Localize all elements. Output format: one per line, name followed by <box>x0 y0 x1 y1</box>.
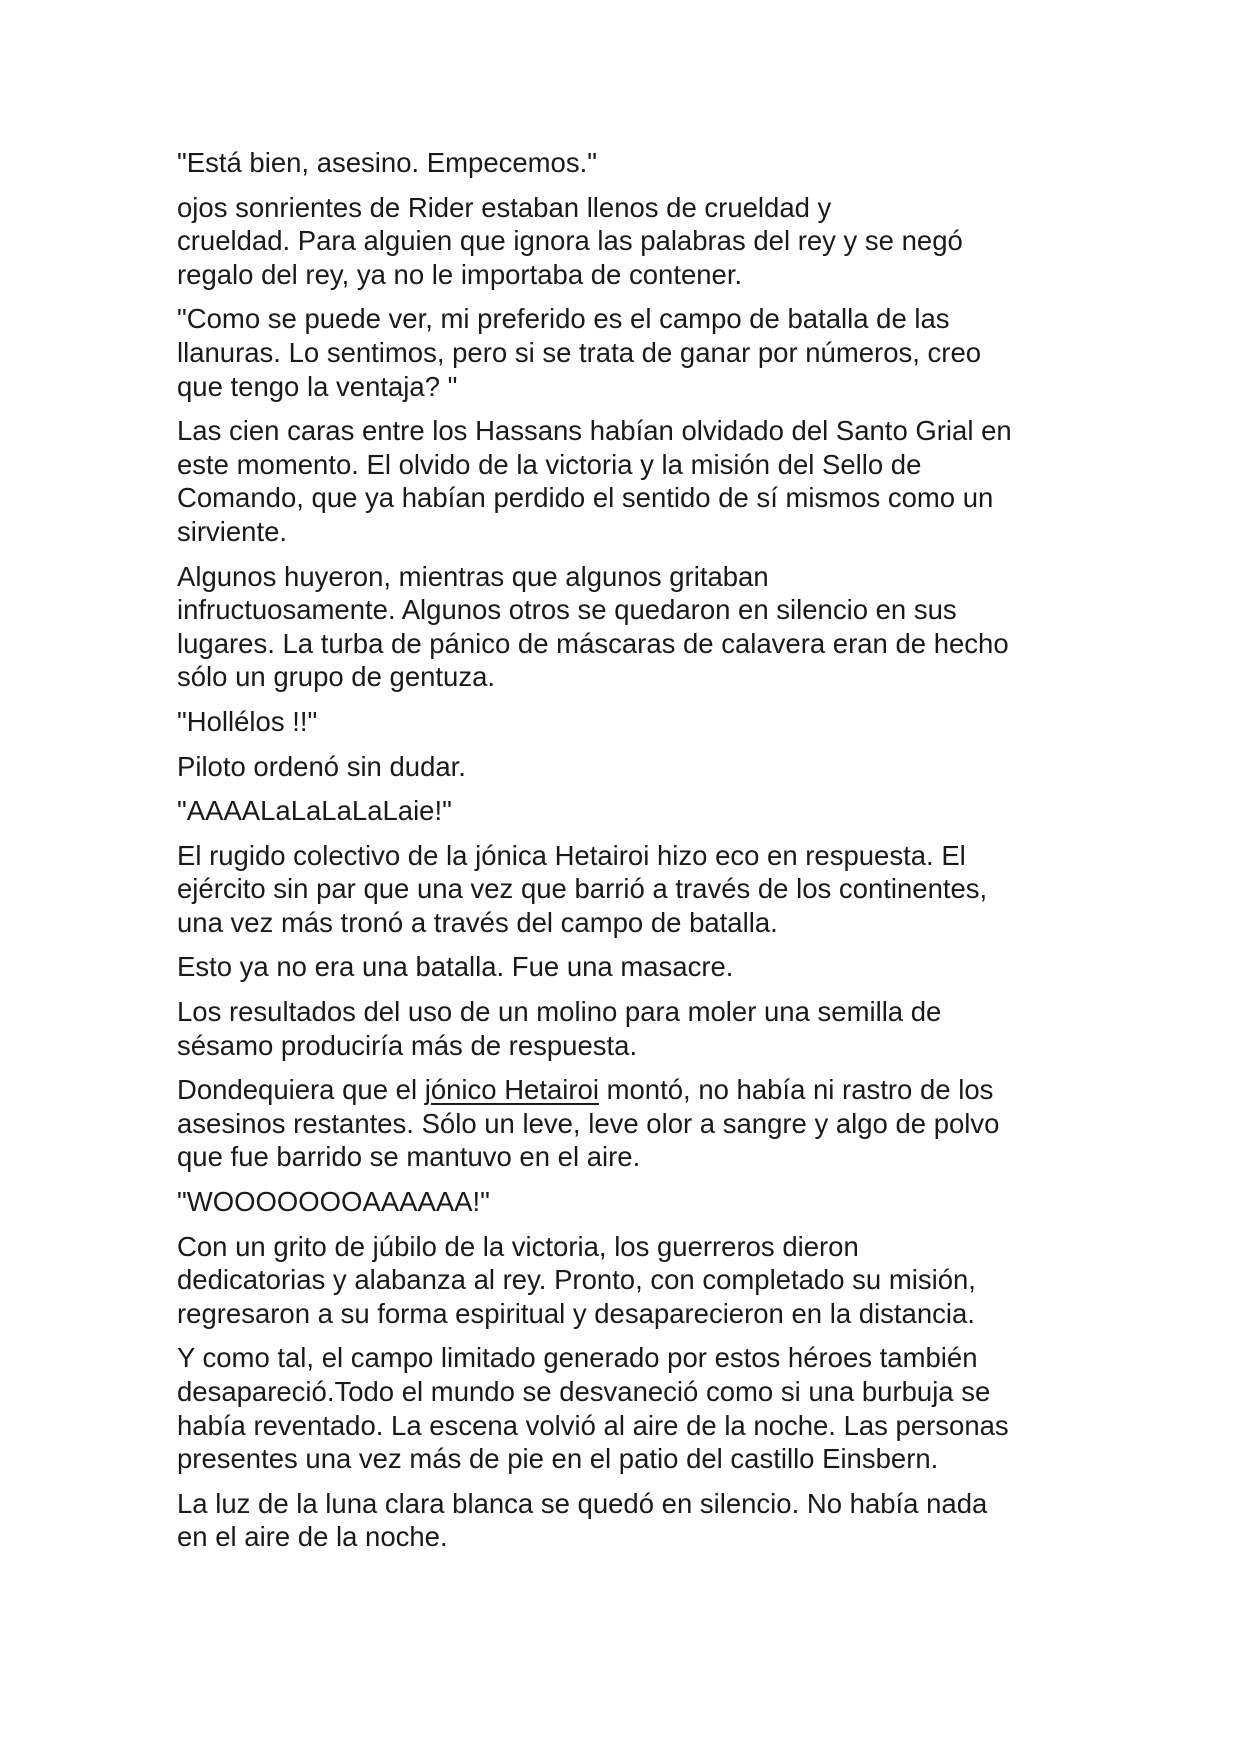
text-line: La luz de la luna clara blanca se quedó en silencio. No había nada <box>177 1487 988 1519</box>
text-line: sésamo produciría más de respuesta. <box>177 1029 638 1061</box>
paragraph-12 <box>177 1073 1077 1174</box>
paragraph-14 <box>177 1230 1077 1331</box>
text-line: ejército sin par que una vez que barrió a través de los continentes, <box>177 873 988 905</box>
text-line: Algunos huyeron, mientras que algunos gritaban <box>177 560 769 592</box>
text-line: Esto ya no era una batalla. Fue una masacre. <box>177 951 734 983</box>
text-line: asesinos restantes. Sólo un leve, leve olor a sangre y algo de polvo <box>177 1107 1000 1139</box>
text-line: ojos sonrientes de Rider estaban llenos de crueldad y <box>177 191 832 223</box>
text-line: Con un grito de júbilo de la victoria, los guerreros dieron <box>177 1230 859 1262</box>
paragraph-10 <box>177 950 1077 984</box>
text-segment: Dondequiera que el <box>177 1074 425 1106</box>
text-line: "Como se puede ver, mi preferido es el campo de batalla de las <box>177 303 950 335</box>
text-line: una vez más tronó a través del campo de batalla. <box>177 906 778 938</box>
paragraph-1 <box>177 146 1077 180</box>
paragraph-5 <box>177 560 1077 694</box>
text-line: sólo un grupo de gentuza. <box>177 661 496 693</box>
text-line: Piloto ordenó sin dudar. <box>177 750 466 782</box>
text-segment: montó, no había ni rastro de los <box>598 1074 994 1106</box>
paragraph-4 <box>177 414 1077 548</box>
text-line: que fue barrido se mantuvo en el aire. <box>177 1141 641 1173</box>
text-line: "Está bien, asesino. Empecemos." <box>177 147 598 178</box>
paragraph-6 <box>177 705 1077 739</box>
text-line: El rugido colectivo de la jónica Hetairoi hizo eco en respuesta. El <box>177 839 966 871</box>
paragraph-7 <box>177 750 1077 784</box>
paragraph-9 <box>177 839 1077 940</box>
text-line: sirviente. <box>177 515 288 547</box>
text-line: en el aire de la noche. <box>177 1521 448 1553</box>
text-line: regresaron a su forma espiritual y desaparecieron en la distancia. <box>177 1297 975 1329</box>
text-line: Comando, que ya habían perdido el sentido de sí mismos como un <box>177 482 994 514</box>
text-line: Y como tal, el campo limitado generado por estos héroes también <box>177 1342 978 1374</box>
text-line: Las cien caras entre los Hassans habían olvidado del Santo Grial en <box>177 415 1012 447</box>
text-line: llanuras. Lo sentimos, pero si se trata de ganar por números, creo <box>177 336 982 368</box>
body-text <box>177 146 1077 1565</box>
text-line: Los resultados del uso de un molino para moler una semilla de <box>177 996 942 1028</box>
text-line <box>177 1073 1077 1107</box>
paragraph-15 <box>177 1341 1077 1475</box>
text-line: este momento. El olvido de la victoria y la misión del Sello de <box>177 448 922 480</box>
paragraph-8 <box>177 794 1077 828</box>
text-line: regalo del rey, ya no le importaba de contener. <box>177 258 743 290</box>
text-line: lugares. La turba de pánico de máscaras de calavera eran de hecho <box>177 627 1009 659</box>
text-line: desapareció.Todo el mundo se desvaneció como si una burbuja se <box>177 1376 991 1407</box>
paragraph-16 <box>177 1487 1077 1554</box>
paragraph-13 <box>177 1185 1077 1219</box>
text-line: "WOOOOOOOAAAAAA!" <box>177 1186 490 1218</box>
text-line: crueldad. Para alguien que ignora las palabras del rey y se negó <box>177 225 963 257</box>
text-line: "AAAALaLaLaLaLaie!" <box>177 795 452 827</box>
text-line: "Hollélos !!" <box>177 705 318 737</box>
text-line: dedicatorias y alabanza al rey. Pronto, con completado su misión, <box>177 1264 976 1296</box>
paragraph-2 <box>177 191 1077 292</box>
paragraph-3 <box>177 302 1077 403</box>
text-line: que tengo la ventaja? " <box>177 370 458 402</box>
text-line: infructuosamente. Algunos otros se quedaron en silencio en sus <box>177 594 957 626</box>
underlined-term: jónico Hetairoi <box>424 1074 599 1106</box>
text-line: presentes una vez más de pie en el patio del castillo Einsbern. <box>177 1443 939 1475</box>
paragraph-11 <box>177 995 1077 1062</box>
text-line: había reventado. La escena volvió al aire de la noche. Las personas <box>177 1409 1009 1441</box>
